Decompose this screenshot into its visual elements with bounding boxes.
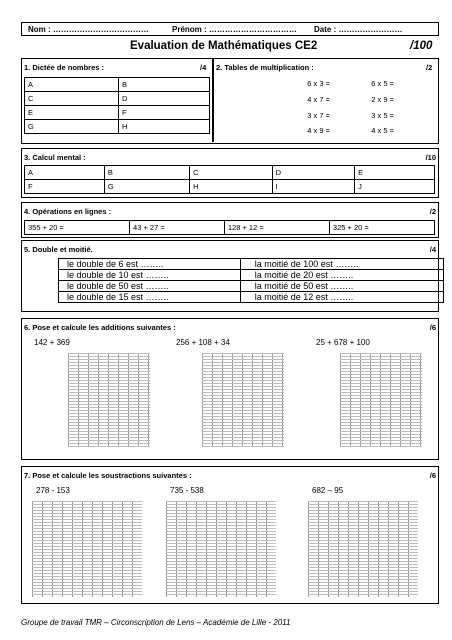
page-title: Evaluation de Mathématiques CE2	[130, 40, 318, 52]
footer-text: Groupe de travail TMR – Circonscription de Lens – Académie de Lille - 2011	[21, 618, 291, 627]
prenom-field: Prénom : ……………………………	[172, 25, 297, 34]
section-5-label: 5. Double et moitié.	[24, 245, 93, 254]
subtraction-prompt: 682 – 95	[312, 486, 344, 495]
mult-item: 6 x 5 =	[371, 79, 394, 88]
section-3-label: 3. Calcul mental :	[24, 153, 86, 162]
moitie-cell[interactable]: la moitié de 100 est ……..	[240, 259, 443, 270]
table-row	[25, 92, 210, 106]
table-row	[59, 292, 444, 303]
work-grid[interactable]	[308, 501, 418, 597]
dictee-cell[interactable]: D	[119, 92, 210, 106]
mult-item: 4 x 9 =	[307, 126, 330, 135]
mult-item: 3 x 7 =	[307, 111, 330, 120]
table-row	[25, 180, 435, 194]
header-box	[21, 22, 439, 36]
mult-item: 6 x 3 =	[307, 79, 330, 88]
operation-cell[interactable]: 128 + 12 =	[224, 221, 329, 235]
calcul-cell[interactable]: H	[190, 180, 273, 194]
double-cell[interactable]: le double de 15 est ……..	[59, 292, 241, 303]
table-row	[59, 259, 444, 270]
date-field: Date : ……………………	[314, 25, 403, 34]
table-row	[25, 78, 210, 92]
calcul-cell[interactable]: F	[25, 180, 105, 194]
addition-prompt: 256 + 108 + 34	[176, 338, 230, 347]
table-row	[59, 270, 444, 281]
section-6-box	[21, 318, 439, 460]
section-7-points: /6	[429, 471, 436, 480]
calcul-cell[interactable]: D	[272, 166, 355, 180]
dictee-cell[interactable]: A	[25, 78, 119, 92]
section-7-label: 7. Pose et calcule les soustractions suivantes :	[24, 471, 192, 480]
calcul-cell[interactable]: B	[104, 166, 189, 180]
operation-cell[interactable]: 43 + 27 =	[130, 221, 225, 235]
section-1-label: 1. Dictée de nombres :	[24, 63, 105, 72]
calcul-cell[interactable]: A	[25, 166, 105, 180]
moitie-cell[interactable]: la moitié de 20 est ……..	[240, 270, 443, 281]
section-3-box	[21, 148, 439, 198]
double-cell[interactable]: le double de 50 est ……..	[59, 281, 241, 292]
addition-prompt: 25 + 678 + 100	[316, 338, 370, 347]
dictee-cell[interactable]: F	[119, 106, 210, 120]
section-5-box	[21, 240, 439, 312]
table-row	[59, 281, 444, 292]
moitie-cell[interactable]: la moitié de 50 est ……..	[240, 281, 443, 292]
double-cell[interactable]: le double de 6 est ……..	[59, 259, 241, 270]
section-1-points: /4	[200, 63, 207, 72]
section-2-label: 2. Tables de multiplication :	[216, 63, 314, 72]
section-1-2-box	[21, 58, 439, 144]
work-grid[interactable]	[68, 353, 150, 447]
section-6-points: /6	[429, 323, 436, 332]
subtraction-prompt: 735 - 538	[170, 486, 204, 495]
dictee-cell[interactable]: G	[25, 120, 119, 134]
dictee-cell[interactable]: H	[119, 120, 210, 134]
subtraction-prompt: 278 - 153	[36, 486, 70, 495]
total-points: /100	[410, 40, 433, 52]
section-7-box	[21, 466, 439, 604]
mult-item: 4 x 7 =	[307, 95, 330, 104]
calcul-cell[interactable]: E	[355, 166, 435, 180]
calcul-cell[interactable]: G	[104, 180, 189, 194]
mult-item: 4 x 5 =	[371, 126, 394, 135]
double-moitie-table	[58, 258, 444, 303]
dictee-cell[interactable]: E	[25, 106, 119, 120]
section-2-points: /2	[426, 63, 433, 72]
section-3-points: /10	[425, 153, 436, 162]
calcul-mental-table	[24, 165, 435, 194]
table-row	[25, 106, 210, 120]
work-grid[interactable]	[32, 501, 142, 597]
section-4-label: 4. Opérations en lignes :	[24, 207, 112, 216]
double-cell[interactable]: le double de 10 est ……..	[59, 270, 241, 281]
section-4-box	[21, 202, 439, 238]
table-row	[25, 166, 435, 180]
dictee-cell[interactable]: C	[25, 92, 119, 106]
operation-cell[interactable]: 355 + 20 =	[25, 221, 130, 235]
calcul-cell[interactable]: I	[272, 180, 355, 194]
calcul-cell[interactable]: C	[190, 166, 273, 180]
work-grid[interactable]	[166, 501, 276, 597]
operations-table	[24, 220, 435, 235]
addition-prompt: 142 + 369	[34, 338, 70, 347]
section-divider	[212, 59, 214, 142]
calcul-cell[interactable]: J	[355, 180, 435, 194]
section-6-label: 6. Pose et calcule les additions suivantes :	[24, 323, 176, 332]
moitie-cell[interactable]: la moitié de 12 est ……..	[240, 292, 443, 303]
dictee-cell[interactable]: B	[119, 78, 210, 92]
mult-item: 3 x 5 =	[371, 111, 394, 120]
section-4-points: /2	[429, 207, 436, 216]
mult-item: 2 x 9 =	[371, 95, 394, 104]
table-row	[25, 120, 210, 134]
table-row	[25, 221, 435, 235]
work-grid[interactable]	[202, 353, 284, 447]
nom-field: Nom : ………………………………	[28, 25, 149, 34]
section-5-points: /4	[429, 245, 436, 254]
work-grid[interactable]	[340, 353, 422, 447]
dictee-table	[24, 77, 210, 134]
operation-cell[interactable]: 325 + 20 =	[329, 221, 434, 235]
